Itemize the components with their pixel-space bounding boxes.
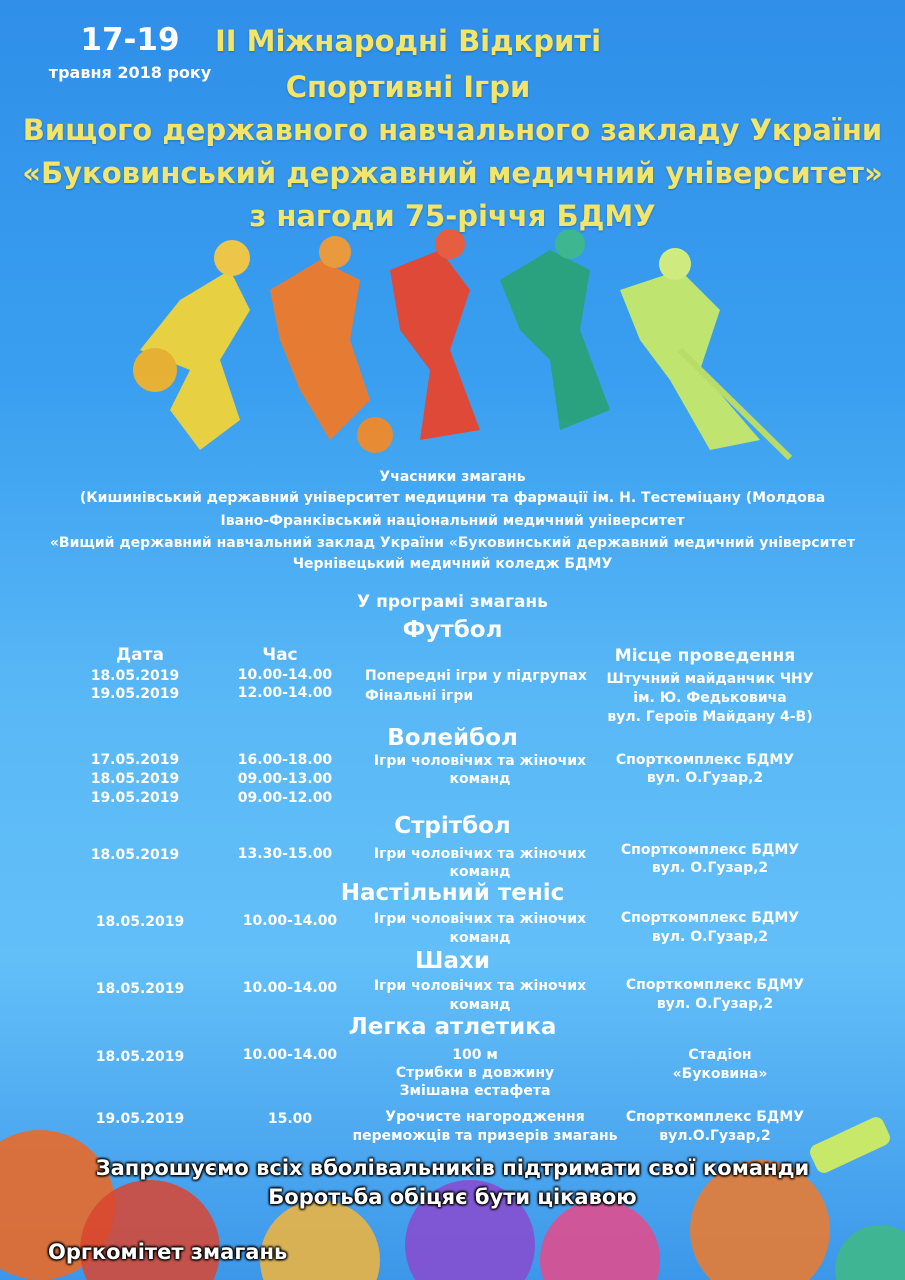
- venue-cell: Штучний майданчик ЧНУ: [606, 671, 814, 687]
- event-cell: Урочисте нагородження: [385, 1109, 585, 1125]
- event-cell: команд: [449, 997, 511, 1013]
- time-cell: 10.00-14.00: [242, 980, 338, 996]
- football-icon: [357, 417, 393, 453]
- time-cell: 10.00-14.00: [242, 1047, 338, 1063]
- time-cell: 15.00: [267, 1111, 313, 1127]
- program-heading: У програмі змагань: [357, 592, 548, 612]
- time-cell: 09.00-13.00: [237, 771, 333, 787]
- event-cell: команд: [449, 864, 511, 880]
- title-line-1: ІІ Міжнародні Відкриті: [214, 24, 602, 58]
- participant-line: Івано-Франківський національний медичний університет: [220, 513, 685, 529]
- invite-line: Боротьба обіцяє бути цікавою: [268, 1185, 637, 1209]
- venue-cell: Спорткомплекс БДМУ: [620, 910, 800, 926]
- venue-cell: вул. О.Гузар,2: [656, 996, 774, 1012]
- invite-line: Запрошуємо всіх вболівальників підтримати свої команди: [95, 1156, 810, 1180]
- venue-cell: Стадіон: [688, 1047, 752, 1063]
- athletes-illustration: [120, 230, 800, 470]
- title-line-4: «Буковинський державний медичний університет»: [22, 156, 883, 190]
- date-month: травня 2018 року: [48, 63, 212, 82]
- participant-line: Чернівецький медичний коледж БДМУ: [292, 556, 613, 572]
- date-cell: 18.05.2019: [95, 981, 185, 997]
- participants-heading: Учасники змагань: [379, 469, 526, 485]
- venue-cell: Спорткомплекс БДМУ: [625, 1109, 805, 1125]
- event-cell: Фінальні ігри: [365, 688, 474, 704]
- venue-cell: Спорткомплекс БДМУ: [625, 977, 805, 993]
- event-cell: Ігри чоловічих та жіночих: [373, 911, 587, 927]
- title-line-2: Спортивні Ігри: [285, 70, 531, 104]
- event-cell: Попередні ігри у підгрупах: [365, 668, 587, 684]
- date-cell: 19.05.2019: [90, 790, 180, 806]
- sport-title-chess: Шахи: [415, 948, 490, 974]
- title-line-5: з нагоди 75-річчя БДМУ: [249, 199, 656, 233]
- time-cell: 09.00-12.00: [237, 790, 333, 806]
- venue-cell: вул. Героїв Майдану 4-В): [607, 709, 813, 725]
- event-cell: команд: [449, 771, 511, 787]
- sport-title-volleyball: Волейбол: [387, 725, 518, 751]
- event-cell: Ігри чоловічих та жіночих: [373, 978, 587, 994]
- event-cell: Змішана естафета: [399, 1083, 551, 1099]
- venue-cell: Спорткомплекс БДМУ: [620, 842, 800, 858]
- time-cell: 10.00-14.00: [237, 667, 333, 683]
- venue-cell: Спорткомплекс БДМУ: [615, 752, 795, 768]
- title-line-3: Вищого державного навчального закладу України: [22, 113, 883, 147]
- venue-cell: вул. О.Гузар,2: [651, 860, 769, 876]
- date-cell: 18.05.2019: [95, 1049, 185, 1065]
- ball-icon: [133, 348, 177, 392]
- column-date: Дата: [116, 645, 164, 665]
- date-cell: 19.05.2019: [95, 1111, 185, 1127]
- venue-cell: «Буковина»: [672, 1066, 768, 1082]
- date-cell: 18.05.2019: [90, 771, 180, 787]
- time-cell: 12.00-14.00: [237, 685, 333, 701]
- event-cell: 100 м: [452, 1047, 498, 1063]
- date-cell: 17.05.2019: [90, 752, 180, 768]
- time-cell: 13.30-15.00: [237, 846, 333, 862]
- event-cell: Ігри чоловічих та жіночих: [373, 846, 587, 862]
- venue-cell: вул. О.Гузар,2: [646, 770, 764, 786]
- date-cell: 18.05.2019: [95, 914, 185, 930]
- venue-cell: ім. Ю. Федьковича: [633, 690, 787, 706]
- time-cell: 10.00-14.00: [242, 913, 338, 929]
- sport-title-athletics: Легка атлетика: [348, 1014, 557, 1040]
- date-cell: 18.05.2019: [90, 847, 180, 863]
- sport-title-football: Футбол: [402, 617, 503, 643]
- event-cell: команд: [449, 930, 511, 946]
- sport-title-table-tennis: Настільний теніс: [340, 880, 565, 906]
- column-time: Час: [262, 645, 298, 665]
- participant-line: «Вищий державний навчальний заклад України «Буковинський державний медичний університет: [49, 535, 856, 551]
- date-cell: 19.05.2019: [90, 686, 180, 702]
- event-cell: переможців та призерів змагань: [352, 1128, 618, 1144]
- date-cell: 18.05.2019: [90, 668, 180, 684]
- participant-line: (Кишинівський державний університет медицини та фармації ім. Н. Тестеміцану (Молдова: [79, 490, 826, 506]
- event-cell: Ігри чоловічих та жіночих: [373, 753, 587, 769]
- venue-cell: вул.О.Гузар,2: [659, 1128, 771, 1144]
- column-venue: Місце проведення: [614, 646, 796, 666]
- time-cell: 16.00-18.00: [237, 752, 333, 768]
- date-range: 17-19: [80, 22, 180, 58]
- organizer-signature: Оргкомітет змагань: [48, 1240, 288, 1264]
- venue-cell: вул. О.Гузар,2: [651, 929, 769, 945]
- event-cell: Стрибки в довжину: [395, 1065, 555, 1081]
- sport-title-streetball: Стрітбол: [394, 813, 511, 839]
